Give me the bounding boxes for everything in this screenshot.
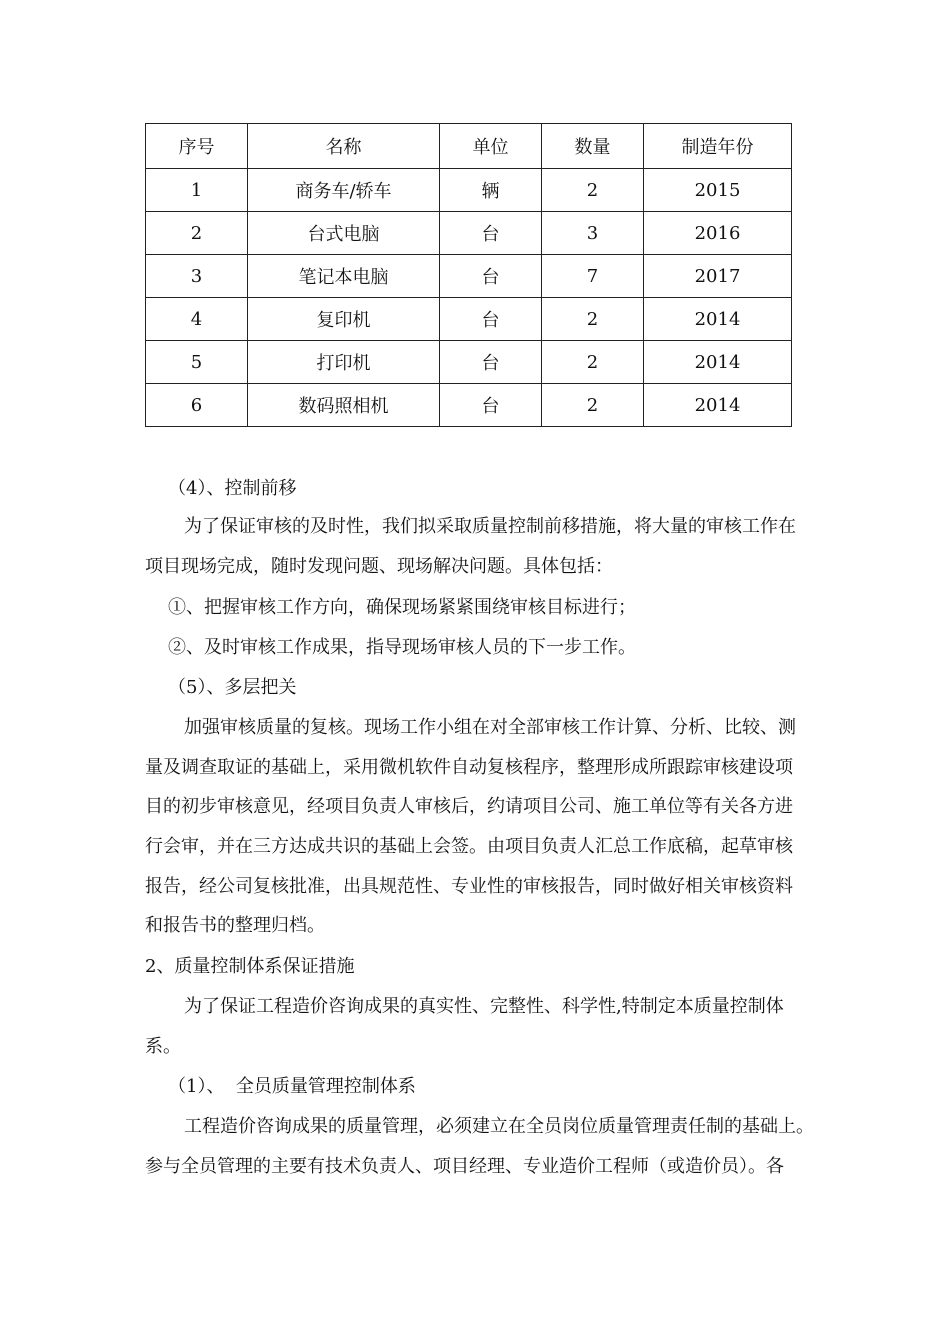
header-cell: 单位	[440, 124, 542, 169]
paragraph-line: 为了保证工程造价咨询成果的真实性、完整性、科学性,特制定本质量控制体	[184, 996, 784, 1017]
header-cell: 名称	[248, 124, 440, 169]
list-item: ①、把握审核工作方向，确保现场紧紧围绕审核目标进行；	[168, 597, 636, 618]
paragraph-line: 加强审核质量的复核。现场工作小组在对全部审核工作计算、分析、比较、测	[184, 717, 796, 738]
paragraph-line: 报告，经公司复核批准，出具规范性、专业性的审核报告，同时做好相关审核资料	[145, 876, 793, 897]
table-row	[146, 298, 792, 341]
paragraph-line: 工程造价咨询成果的质量管理，必须建立在全员岗位质量管理责任制的基础上。	[184, 1116, 814, 1137]
table-cell: 台式电脑	[248, 212, 440, 255]
table-cell: 2014	[644, 341, 792, 384]
table-cell: 台	[440, 341, 542, 384]
equipment-table	[145, 123, 792, 427]
table-cell: 4	[146, 298, 248, 341]
table-cell: 台	[440, 384, 542, 427]
paragraph-line: 为了保证审核的及时性，我们拟采取质量控制前移措施，将大量的审核工作在	[184, 516, 796, 537]
table-cell: 笔记本电脑	[248, 255, 440, 298]
table-cell: 数码照相机	[248, 384, 440, 427]
paragraph-line: 参与全员管理的主要有技术负责人、项目经理、专业造价工程师（或造价员）。各	[145, 1156, 784, 1177]
table-cell: 1	[146, 169, 248, 212]
section-heading: （4）、控制前移	[168, 478, 297, 499]
header-cell: 数量	[542, 124, 644, 169]
table-cell: 商务车/轿车	[248, 169, 440, 212]
table-cell: 2016	[644, 212, 792, 255]
table-cell: 6	[146, 384, 248, 427]
table-row	[146, 169, 792, 212]
table-cell: 7	[542, 255, 644, 298]
table-row	[146, 212, 792, 255]
table-cell: 3	[146, 255, 248, 298]
table-cell: 5	[146, 341, 248, 384]
table-cell: 2	[542, 169, 644, 212]
table-cell: 2	[542, 341, 644, 384]
table-cell: 台	[440, 212, 542, 255]
table-row	[146, 341, 792, 384]
list-item: ②、及时审核工作成果，指导现场审核人员的下一步工作。	[168, 637, 636, 658]
header-cell: 制造年份	[644, 124, 792, 169]
table-cell: 2	[542, 384, 644, 427]
section-heading: （5）、多层把关	[168, 677, 297, 698]
paragraph-line: 项目现场完成，随时发现问题、现场解决问题。具体包括：	[145, 556, 613, 577]
table-cell: 2014	[644, 384, 792, 427]
paragraph-line: 系。	[145, 1036, 181, 1057]
table-cell: 2	[146, 212, 248, 255]
table-cell: 台	[440, 255, 542, 298]
table-row	[146, 384, 792, 427]
section-heading: （1）、 全员质量管理控制体系	[168, 1076, 416, 1097]
section-heading: 2、质量控制体系保证措施	[145, 956, 355, 977]
table-cell: 2	[542, 298, 644, 341]
table-cell: 辆	[440, 169, 542, 212]
table-row	[146, 255, 792, 298]
paragraph-line: 行会审，并在三方达成共识的基础上会签。由项目负责人汇总工作底稿，起草审核	[145, 836, 793, 857]
table-cell: 复印机	[248, 298, 440, 341]
table-cell: 打印机	[248, 341, 440, 384]
table-cell: 2014	[644, 298, 792, 341]
header-cell: 序号	[146, 124, 248, 169]
table-cell: 3	[542, 212, 644, 255]
paragraph-line: 和报告书的整理归档。	[145, 915, 325, 936]
paragraph-line: 量及调查取证的基础上，采用微机软件自动复核程序，整理形成所跟踪审核建设项	[145, 757, 793, 778]
table-cell: 2017	[644, 255, 792, 298]
table-cell: 台	[440, 298, 542, 341]
table-header-row	[146, 124, 792, 169]
table-cell: 2015	[644, 169, 792, 212]
paragraph-line: 目的初步审核意见，经项目负责人审核后，约请项目公司、施工单位等有关各方进	[145, 796, 793, 817]
